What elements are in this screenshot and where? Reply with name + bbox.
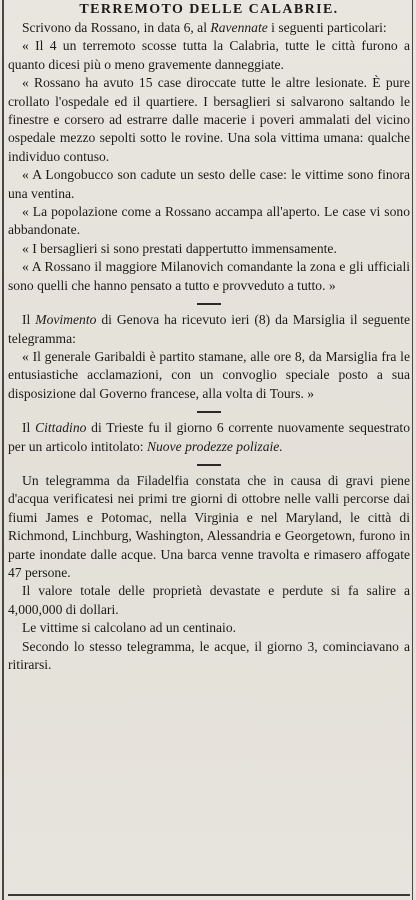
section-divider <box>197 464 221 466</box>
paragraph: « Il 4 un terremoto scosse tutta la Calabria, tutte le città furono a quanto dicesi più o meno gravemente danneggiate. <box>8 38 410 72</box>
article-intro <box>8 311 410 348</box>
article-cittadino <box>8 419 410 456</box>
paragraph: Secondo lo stesso telegramma, le acque, il giorno 3, cominciavano a ritirarsi. <box>8 638 410 672</box>
paragraph: Le vittime si calcolano ad un centinaio. <box>22 620 237 636</box>
telegram-quote: « Il generale Garibaldi è partito stamane, alle ore 8, da Marsiglia fra le entusiastiche acclamazioni, con un convoglio speciale posto a sua disposizione dal Governo francese, alla volta di Tours. » <box>8 348 410 401</box>
intro-text-b: i seguenti particolari: <box>267 20 387 35</box>
text: Il <box>22 420 36 436</box>
left-column-rule <box>2 0 4 900</box>
paragraph <box>8 419 410 456</box>
right-column-rule <box>412 0 414 900</box>
paragraph: « I bersaglieri si sono prestati dappertutto immensamente. <box>22 240 337 256</box>
newspaper-name: Ravennate <box>210 20 268 35</box>
paragraph: « Rossano ha avuto 15 case diroccate tutte le altre lesionate. È pure crollato l'ospedale ed il quartiere. I bersaglieri si salvarono saltando le finestre e corsero ad estrarre dalle macerie i poveri ammalati del vicino ospedale mezzo sepolti sotto le rovine. Una sola vittima umana: qualche individuo contuso. <box>8 75 410 164</box>
newspaper-name: Movimento <box>35 312 97 328</box>
paragraph: « La popolazione come a Rossano accampa all'aperto. Le case vi sono abbandonate. <box>8 204 410 238</box>
article-title: Nuove prodezze polizaie. <box>146 438 283 454</box>
article-garibaldi <box>8 311 410 403</box>
paragraph: Il valore totale delle proprietà devastate e perdute si fa salire a 4,000,000 di dollari. <box>8 583 410 617</box>
article-philadelphia <box>8 472 410 674</box>
paragraph: Un telegramma da Filadelfia constata che in causa di gravi piene d'acqua verificatesi nei primi tre giorni di ottobre nelle valli percorse dai fiumi James e Potomac, nella Virginia e nel Maryland, le città di Richmond, Linchburg, Washington, Alessandria e Georgetown, furono in parte inondate dalle acque. Una barca venne travolta e rimasero affogate 47 persone. <box>8 472 410 580</box>
text: di Trieste fu il giorno 6 corrente nuovamente sequestrato per un articolo intitolato: <box>8 420 410 454</box>
intro-text-a: Scrivono da Rossano, in data 6, al <box>22 20 211 35</box>
section-divider <box>197 303 221 305</box>
article-intro <box>8 19 410 37</box>
article-earthquake <box>8 19 410 295</box>
bottom-rule <box>8 894 410 896</box>
paragraph: « A Rossano il maggiore Milanovich comandante la zona e gli ufficiali sono quelli che hanno pensato a tutto e provveduto a tutto. » <box>8 259 410 293</box>
section-divider <box>197 411 221 413</box>
newspaper-name: Cittadino <box>35 420 87 436</box>
text: di Genova ha ricevuto ieri (8) da Marsiglia il seguente telegramma: <box>8 312 410 346</box>
paragraph: « A Longobucco son cadute un sesto delle case: le vittime sono finora una ventina. <box>8 167 410 201</box>
article-headline: TERREMOTO DELLE CALABRIE. <box>79 2 339 17</box>
text: Il <box>22 312 36 328</box>
